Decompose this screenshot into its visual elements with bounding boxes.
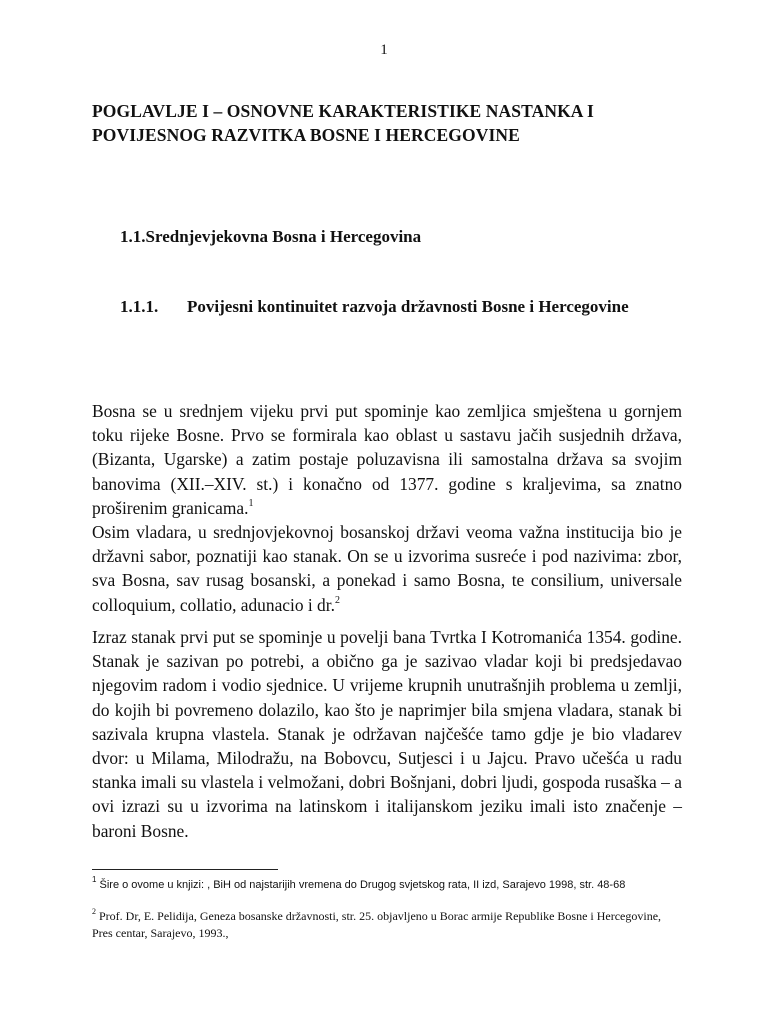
footnote (92, 908, 682, 942)
page-number: 1 (380, 42, 388, 58)
footnote-reference[interactable]: 1 (248, 498, 254, 510)
footnote-marker: 2 (92, 907, 96, 916)
subsection-number: 1.1.1. (120, 297, 159, 316)
footnote-text: Šire o ovome u knjizi: , BiH od najstarijih vremena do Drugog svjetskog rata, II izd, Sarajevo 1998, str. 48-68 (96, 879, 626, 891)
footnote-reference[interactable]: 2 (334, 594, 340, 606)
subsection-heading (120, 297, 629, 317)
footnote-marker: 1 (92, 875, 97, 885)
body-paragraph (92, 399, 682, 520)
paragraph-text: Osim vladara, u srednjovjekovnoj bosanskoj državi veoma važna institucija bio je državni sabor, poznatiji kao stanak. On se u izvorima susreće i pod nazivima: zbor, sva Bosna, sav rusag bosanski, a ponekad i samo Bosna, te consilium, universale colloquium, collatio, adunacio i dr. (92, 522, 682, 615)
paragraph-text: Izraz stanak prvi put se spominje u povelji bana Tvrtka I Kotromanića 1354. godine. Stanak je sazivan po potrebi, a obično ga je sazivao vladar koji bi predsjedavao njegovim radom i vodio sjednice. U vrijeme krupnih unutrašnjih problema u zemlji, do kojih bi povremeno dolazilo, kao što je naprimjer bila smjena vladara, stanak bi sazivala krupna vlastela. Stanak je održavan najčešće tamo gdje je bio vladarev dvor: u Milama, Milodražu, na Bobovcu, Sutjesci i u Jajcu. Pravo učešća u radu stanka imali su vlastela i velmožani, dobri Bošnjani, dobri ljudi, gospoda rusaška – a ovi izrazi su u izvorima na latinskom i italijanskom jeziku imali isto značenje – baroni Bosne. (92, 627, 682, 841)
chapter-title: POGLAVLJE I – OSNOVNE KARAKTERISTIKE NASTANKA I POVIJESNOG RAZVITKA BOSNE I HERCEGOVINE (92, 101, 594, 145)
paragraph-text: Bosna se u srednjem vijeku prvi put spominje kao zemljica smještena u gornjem toku rijeke Bosne. Prvo se formirala kao oblast u sastavu jačih susjednih država, (Bizanta, Ugarske) a zatim postaje poluzavisna ili samostalna država sa svojim banovima (XII.–XIV. st.) i konačno od 1377. godine s kraljevima, sa znatno proširenim granicama. (92, 401, 682, 518)
footnote-text: Prof. Dr, E. Pelidija, Geneza bosanske državnosti, str. 25. objavljeno u Borac armije Republike Bosne i Hercegovine, Pres centar, Sarajevo, 1993., (92, 909, 662, 940)
subsection-title: Povijesni kontinuitet razvoja državnosti Bosne i Hercegovine (187, 297, 629, 316)
body-paragraph (92, 520, 682, 617)
section-heading: 1.1.Srednjevjekovna Bosna i Hercegovina (120, 227, 422, 246)
footnote-separator (92, 869, 278, 870)
body-paragraph (92, 625, 682, 843)
footnote (92, 877, 682, 894)
